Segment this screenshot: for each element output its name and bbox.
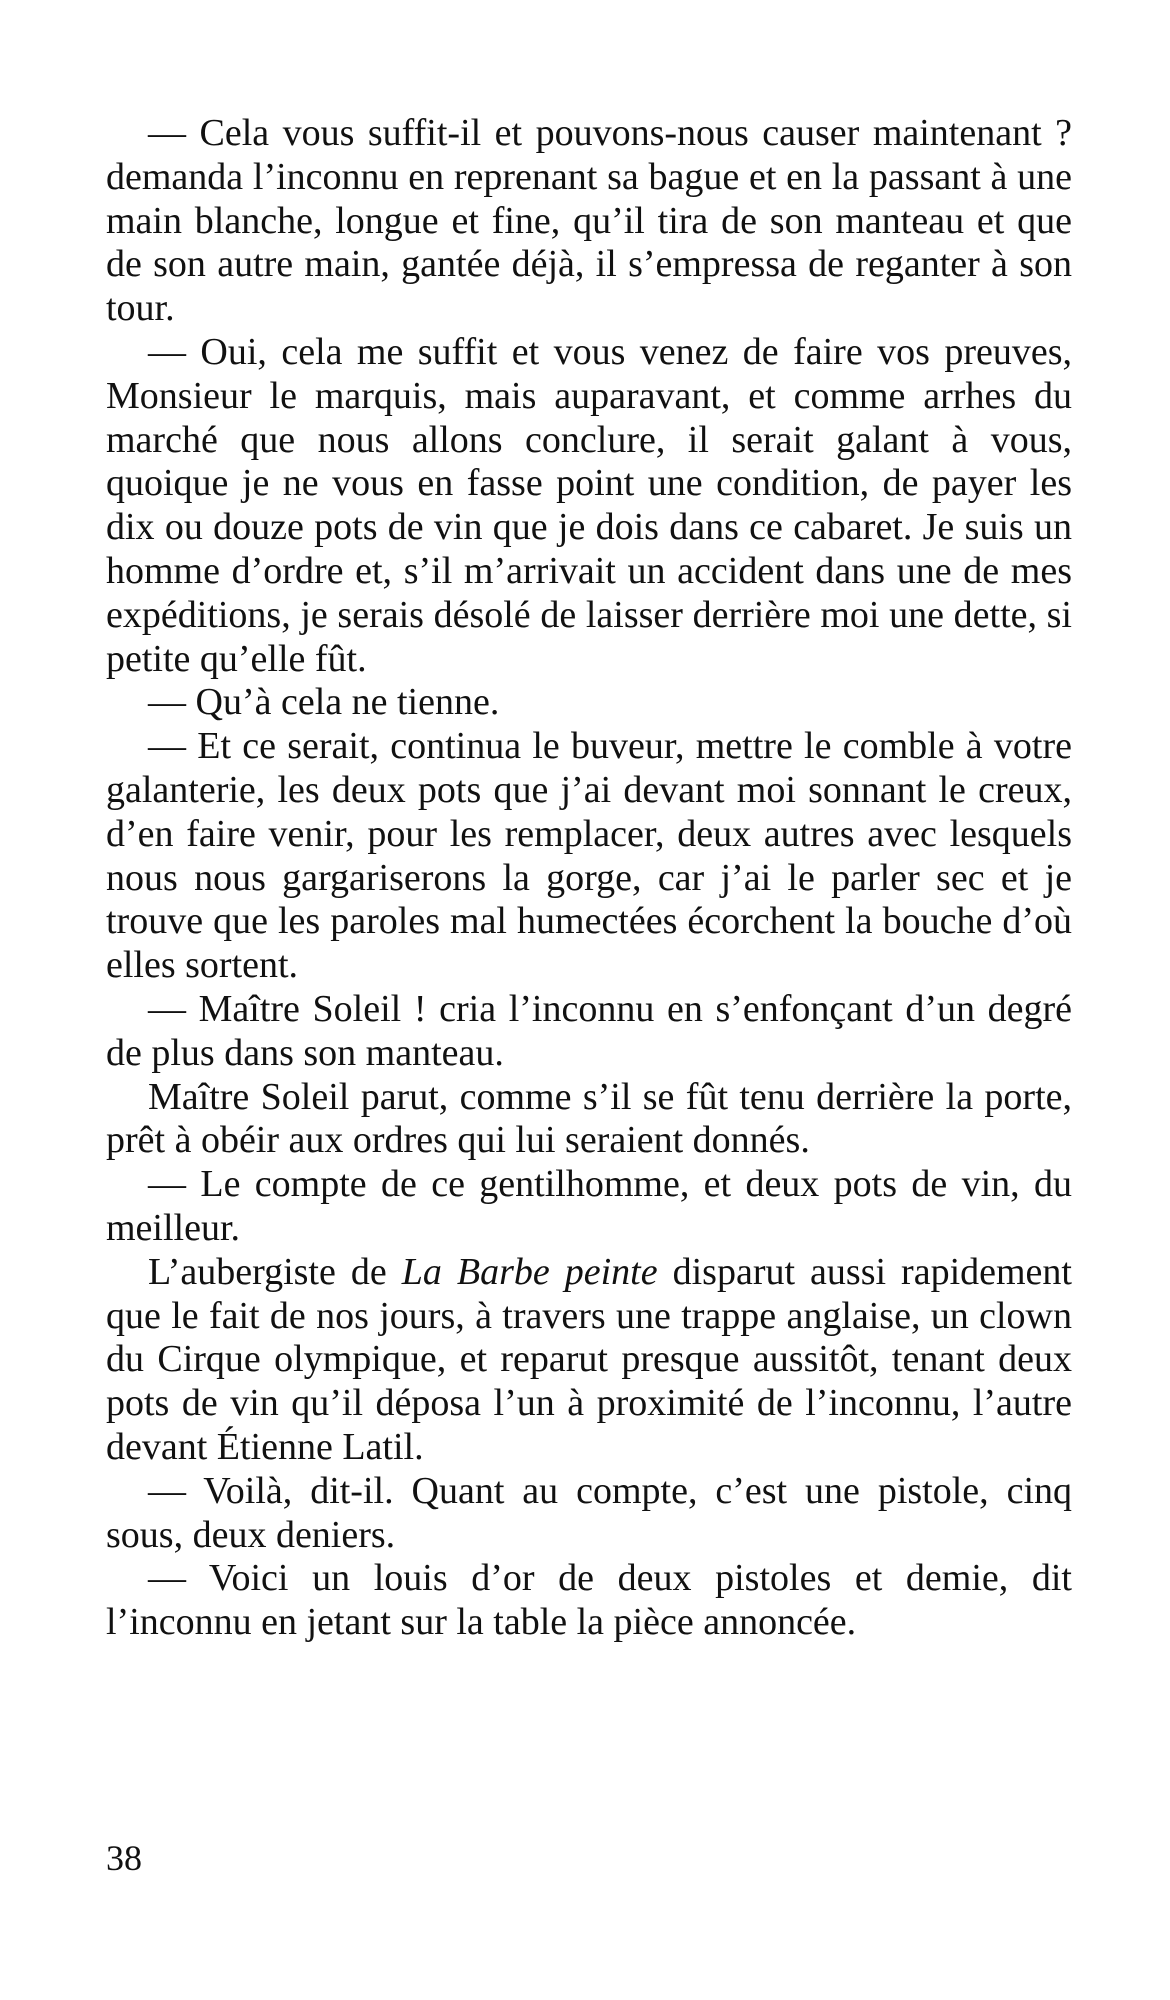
paragraph: — Cela vous suffit-il et pouvons-nous causer maintenant ? demanda l’inconnu en reprenant sa bague et en la passant à une main blanche, longue et fine, qu’il tira de son manteau et que de son autre main, gantée déjà, il s’empressa de reganter à son tour.: [106, 112, 1072, 330]
paragraph: [106, 1251, 1072, 1470]
page-text: [106, 112, 1072, 1645]
paragraph-text: L’aubergiste de: [148, 1250, 402, 1293]
inn-name: La Barbe peinte: [401, 1250, 658, 1293]
paragraph: — Maître Soleil ! cria l’inconnu en s’enfonçant d’un degré de plus dans son manteau.: [106, 987, 1072, 1074]
paragraph: — Oui, cela me suffit et vous venez de faire vos preuves, Monsieur le marquis, mais auparavant, et comme arrhes du marché que nous allons conclure, il serait galant à vous, quoique je ne vous en fasse point une condition, de payer les dix ou douze pots de vin que je dois dans ce cabaret. Je suis un homme d’ordre et, s’il m’arrivait un accident dans une de mes expéditions, je serais désolé de laisser derrière moi une dette, si petite qu’elle fût.: [106, 330, 1072, 680]
paragraph: — Voilà, dit-il. Quant au compte, c’est une pistole, cinq sous, deux deniers.: [106, 1469, 1072, 1556]
paragraph-text: disparut aussi rapidement que le fait de nos jours, à travers une trappe anglaise, un clown du Cirque olympique, et reparut presque aussitôt, tenant deux pots de vin qu’il déposa l’un à proximité de l’inconnu, l’autre devant Étienne Latil.: [106, 1250, 1072, 1468]
paragraph: Maître Soleil parut, comme s’il se fût tenu derrière la porte, prêt à obéir aux ordres qui lui seraient donnés.: [106, 1075, 1072, 1162]
paragraph: — Voici un louis d’or de deux pistoles et demie, dit l’inconnu en jetant sur la table la pièce annoncée.: [106, 1557, 1072, 1644]
paragraph: — Le compte de ce gentilhomme, et deux pots de vin, du meilleur.: [106, 1163, 1072, 1249]
paragraph: — Et ce serait, continua le buveur, mettre le comble à votre galanterie, les deux pots que j’ai devant moi sonnant le creux, d’en faire venir, pour les remplacer, deux autres avec lesquels nous nous gargariserons la gorge, car j’ai le parler sec et je trouve que les paroles mal humectées écorchent la bouche d’où elles sortent.: [106, 725, 1072, 987]
page-number: 38: [106, 1838, 142, 1878]
paragraph: — Qu’à cela ne tienne.: [148, 681, 500, 724]
